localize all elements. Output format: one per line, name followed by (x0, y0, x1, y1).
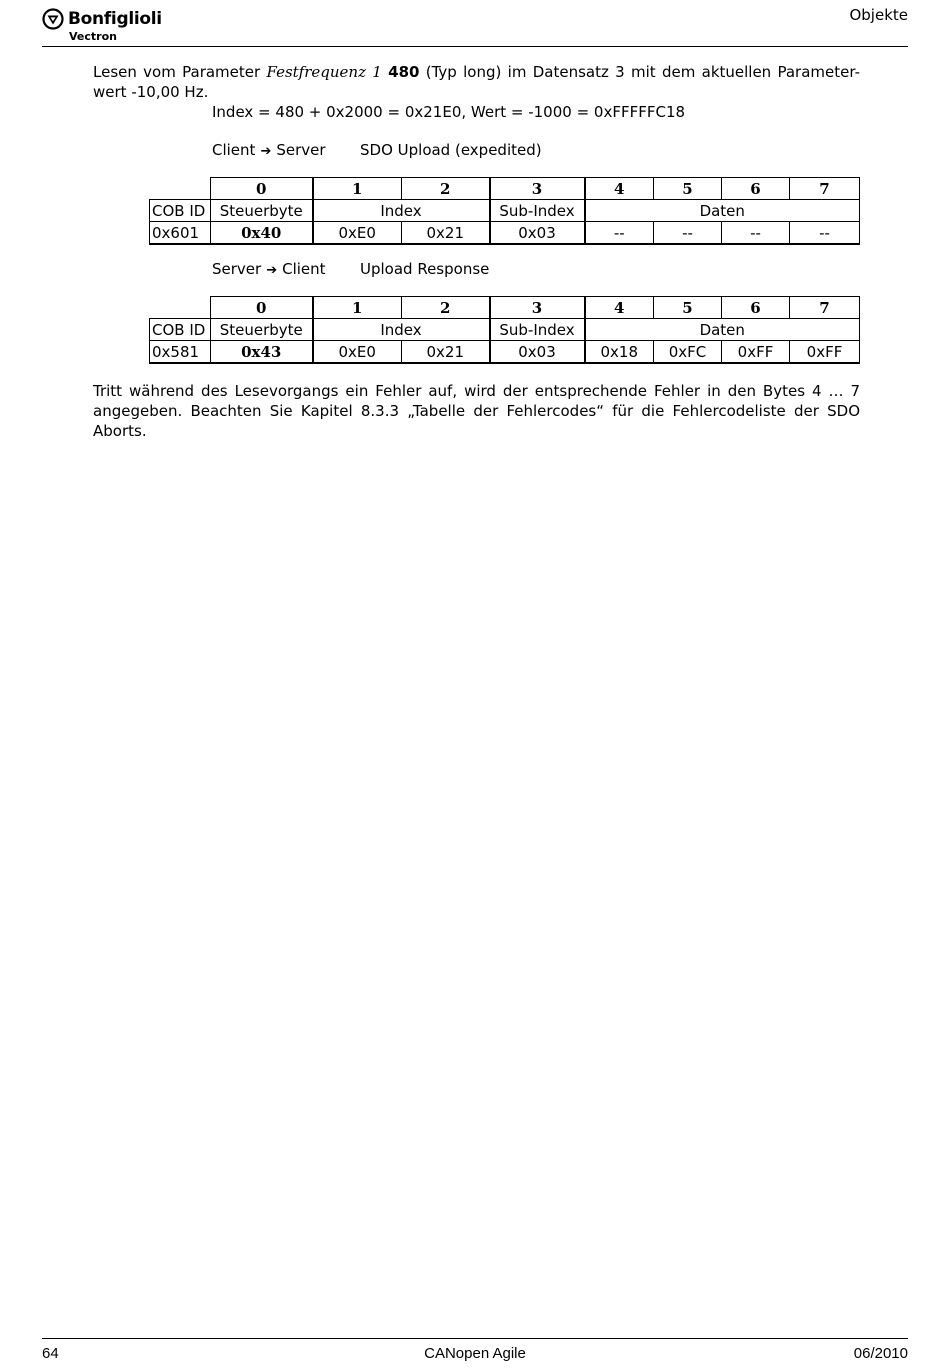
request-byte-value: -- (722, 222, 790, 245)
response-byte-value: 0xE0 (313, 341, 402, 364)
page-header (42, 6, 908, 47)
request-to: Server (276, 141, 326, 159)
response-from: Server (212, 260, 262, 278)
request-byte-header: 3 (490, 178, 585, 200)
response-byte-value: 0xFF (790, 341, 860, 364)
request-byte-header: 0 (211, 178, 313, 200)
logo-sub-brand-text: Vectron (69, 30, 117, 43)
request-cob-id-value: 0x601 (150, 222, 211, 245)
response-label-row (150, 319, 860, 341)
response-sub-index-label: Sub-Index (490, 319, 585, 341)
request-byte-value: 0x03 (490, 222, 585, 245)
intro-text-start: Lesen vom Parameter (93, 63, 267, 81)
intro-text-end: (Typ long) im Datensatz 3 mit dem aktuellen Parameter-wert -10,00 Hz. (93, 63, 860, 101)
request-description: SDO Upload (expedited) (360, 141, 542, 159)
request-header-blank (150, 178, 211, 200)
response-byte-header: 4 (585, 297, 654, 319)
request-sub-index-label: Sub-Index (490, 200, 585, 222)
request-header-row (150, 178, 860, 200)
response-byte-header: 7 (790, 297, 860, 319)
response-cob-id-label: COB ID (150, 319, 211, 341)
request-byte-header: 4 (585, 178, 654, 200)
response-to: Client (282, 260, 326, 278)
index-formula: Index = 480 + 0x2000 = 0x21E0, Wert = -1000 = 0xFFFFFC18 (212, 103, 686, 121)
response-byte-header: 3 (490, 297, 585, 319)
request-byte-header: 2 (402, 178, 490, 200)
page-footer (42, 1338, 908, 1370)
section-title: Objekte (849, 6, 908, 24)
request-byte-value: 0xE0 (313, 222, 402, 245)
response-byte-value: 0x18 (585, 341, 654, 364)
request-cob-id-label: COB ID (150, 200, 211, 222)
request-byte-header: 1 (313, 178, 402, 200)
request-index-label: Index (313, 200, 490, 222)
request-table (149, 177, 860, 245)
response-description: Upload Response (360, 260, 490, 278)
logo-brand-text: Bonfiglioli (68, 9, 162, 29)
page-number: 64 (42, 1345, 59, 1362)
response-header-row (150, 297, 860, 319)
response-cob-id-value: 0x581 (150, 341, 211, 364)
request-byte-value: -- (585, 222, 654, 245)
response-control-byte: 0x43 (211, 341, 313, 364)
response-control-label: Steuerbyte (211, 319, 313, 341)
response-direction (212, 259, 326, 281)
request-byte-header: 6 (722, 178, 790, 200)
error-note-paragraph: Tritt während des Lesevorgangs ein Fehler auf, wird der entsprechende Fehler in den Bytes 4 … 7 angegeben. Beachten Sie Kapitel 8.3.3 „Tabelle der Fehlercodes“ für die Fehlercodeliste der SDO Aborts. (93, 382, 860, 440)
response-byte-value: 0x21 (402, 341, 490, 364)
product-name: CANopen Agile (424, 1345, 526, 1362)
request-direction (212, 140, 326, 162)
request-value-row (150, 222, 860, 245)
response-byte-header: 5 (654, 297, 722, 319)
request-byte-value: -- (654, 222, 722, 245)
response-data-label: Daten (585, 319, 860, 341)
response-byte-value: 0xFF (722, 341, 790, 364)
response-byte-header: 1 (313, 297, 402, 319)
bonfiglioli-logo-icon (42, 8, 64, 30)
response-byte-header: 0 (211, 297, 313, 319)
response-byte-value: 0xFC (654, 341, 722, 364)
response-value-row (150, 341, 860, 364)
request-byte-value: 0x21 (402, 222, 490, 245)
response-header-blank (150, 297, 211, 319)
response-byte-header: 6 (722, 297, 790, 319)
response-byte-value: 0x03 (490, 341, 585, 364)
page-content (93, 62, 860, 441)
request-data-label: Daten (585, 200, 860, 222)
request-byte-value: -- (790, 222, 860, 245)
request-direction-line (212, 140, 860, 160)
request-from: Client (212, 141, 256, 159)
response-index-label: Index (313, 319, 490, 341)
parameter-number: 480 (388, 63, 420, 81)
response-table (149, 296, 860, 364)
response-byte-header: 2 (402, 297, 490, 319)
arrow-right-icon: ➔ (260, 144, 272, 159)
arrow-right-icon: ➔ (266, 263, 278, 278)
document-date: 06/2010 (853, 1345, 908, 1362)
request-control-label: Steuerbyte (211, 200, 313, 222)
request-control-byte: 0x40 (211, 222, 313, 245)
response-direction-line (212, 259, 860, 279)
request-byte-header: 7 (790, 178, 860, 200)
intro-paragraph (93, 62, 860, 102)
request-label-row (150, 200, 860, 222)
parameter-name: Festfrequenz 1 (266, 63, 382, 81)
request-byte-header: 5 (654, 178, 722, 200)
